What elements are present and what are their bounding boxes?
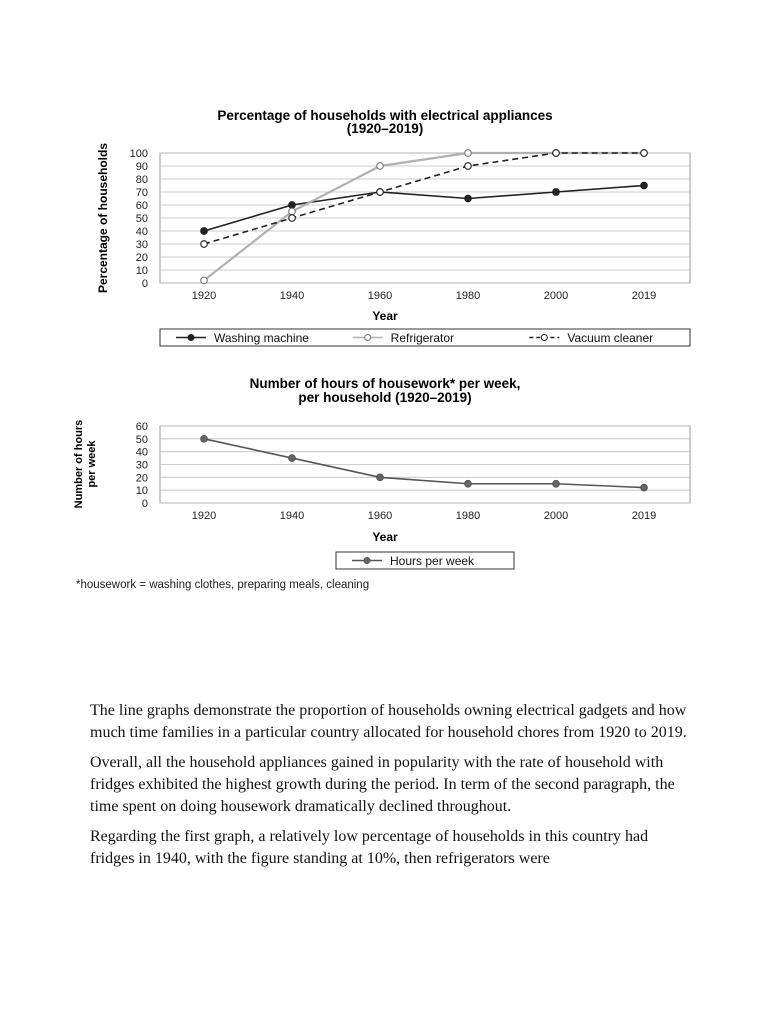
chart2-y-tick-label: 50	[135, 433, 148, 446]
chart1-subtitle: (1920–2019)	[346, 121, 424, 136]
data-point-hours-per-week	[201, 436, 208, 443]
data-point-vacuum-cleaner	[201, 241, 208, 248]
chart1-x-tick-label: 1960	[367, 290, 393, 302]
essay-paragraph-3: Regarding the first graph, a relatively low percentage of households in this country had fridges in 1940, with the figure standing at 10%, then refrigerators were	[90, 828, 649, 867]
data-point-refrigerator	[201, 277, 208, 284]
legend-swatch-marker	[365, 335, 371, 341]
chart1-y-tick-label: 90	[135, 161, 148, 173]
essay-paragraph-2: Overall, all the household appliances gained in popularity with the rate of household with fridges exhibited the highest growth during the period. In term of the second paragraph, the time spent on doing housework dramatically declined throughout.	[90, 754, 675, 815]
chart1-x-tick-label: 1920	[191, 290, 217, 302]
essay-paragraph-1: The line graphs demonstrate the proportion of households owning electrical gadgets and how much time families in a particular country allocated for household chores from 1920 to 2019.	[90, 702, 687, 741]
chart1-y-tick-label: 20	[135, 252, 148, 264]
legend-swatch-marker	[188, 335, 194, 341]
data-point-vacuum-cleaner	[641, 150, 648, 157]
legend-label: Hours per week	[390, 554, 475, 568]
chart2-y-tick-label: 20	[135, 472, 148, 485]
footnote: *housework = washing clothes, preparing meals, cleaning	[76, 579, 370, 591]
chart2-x-tick-label: 2019	[631, 510, 657, 522]
data-point-washing-machine	[465, 195, 472, 202]
data-point-vacuum-cleaner	[553, 150, 560, 157]
chart2-y-tick-label: 30	[135, 459, 148, 472]
data-point-hours-per-week	[553, 480, 560, 487]
chart2-subtitle: per household (1920–2019)	[298, 390, 472, 405]
chart1-y-tick-label: 0	[141, 278, 148, 290]
chart2-y-tick-label: 60	[135, 421, 148, 433]
data-point-refrigerator	[465, 150, 472, 157]
data-point-vacuum-cleaner	[289, 215, 296, 222]
chart1-x-axis-label: Year	[372, 309, 398, 323]
data-point-washing-machine	[201, 228, 208, 235]
data-point-hours-per-week	[465, 480, 472, 487]
legend-swatch-marker	[364, 558, 370, 564]
chart2-x-tick-label: 2000	[543, 510, 569, 522]
series-line-hours-per-week	[204, 439, 644, 488]
data-point-hours-per-week	[289, 455, 296, 462]
chart2-y-tick-label: 10	[135, 485, 148, 498]
chart1-y-tick-label: 60	[135, 200, 148, 212]
chart2-x-axis-label: Year	[372, 530, 398, 544]
chart1-x-tick-label: 1940	[279, 290, 305, 302]
chart2-x-tick-label: 1980	[455, 510, 481, 522]
data-point-washing-machine	[289, 202, 296, 209]
legend-label: Vacuum cleaner	[567, 331, 654, 345]
chart2-x-tick-label: 1940	[279, 510, 305, 522]
chart2-y-tick-label: 40	[135, 446, 148, 459]
chart2-title: Number of hours of housework* per week,	[249, 376, 521, 391]
chart1-title: Percentage of households with electrical appliances	[217, 108, 553, 123]
chart1-y-tick-label: 70	[135, 187, 148, 199]
essay-text	[90, 700, 690, 878]
chart1-y-axis-label: Percentage of households	[96, 142, 110, 294]
chart1-y-tick-label: 80	[135, 174, 148, 186]
data-point-hours-per-week	[641, 484, 648, 491]
chart2-y-tick-label: 0	[141, 498, 148, 510]
legend-swatch-marker	[541, 335, 547, 341]
data-point-vacuum-cleaner	[465, 163, 472, 170]
chart1-y-tick-label: 50	[135, 213, 148, 225]
series-line-refrigerator	[204, 153, 644, 280]
data-point-hours-per-week	[377, 474, 384, 481]
chart2-x-tick-label: 1960	[367, 510, 393, 522]
data-point-vacuum-cleaner	[377, 189, 384, 196]
data-point-refrigerator	[289, 208, 296, 215]
data-point-washing-machine	[553, 189, 560, 196]
chart1-y-tick-label: 10	[135, 265, 148, 277]
chart1-x-tick-label: 2019	[631, 290, 657, 302]
chart1-y-tick-label: 100	[129, 148, 148, 160]
chart2-x-tick-label: 1920	[191, 510, 217, 522]
series-line-vacuum-cleaner	[204, 153, 644, 244]
data-point-refrigerator	[377, 163, 384, 170]
legend-label: Washing machine	[214, 331, 309, 345]
chart1-y-tick-label: 40	[135, 226, 148, 238]
chart1-y-tick-label: 30	[135, 239, 148, 251]
chart1-x-tick-label: 2000	[543, 290, 569, 302]
legend-label: Refrigerator	[390, 331, 455, 345]
chart1-x-tick-label: 1980	[455, 290, 481, 302]
data-point-washing-machine	[641, 182, 648, 189]
chart2-y-axis-label: Number of hoursper week	[73, 419, 98, 509]
